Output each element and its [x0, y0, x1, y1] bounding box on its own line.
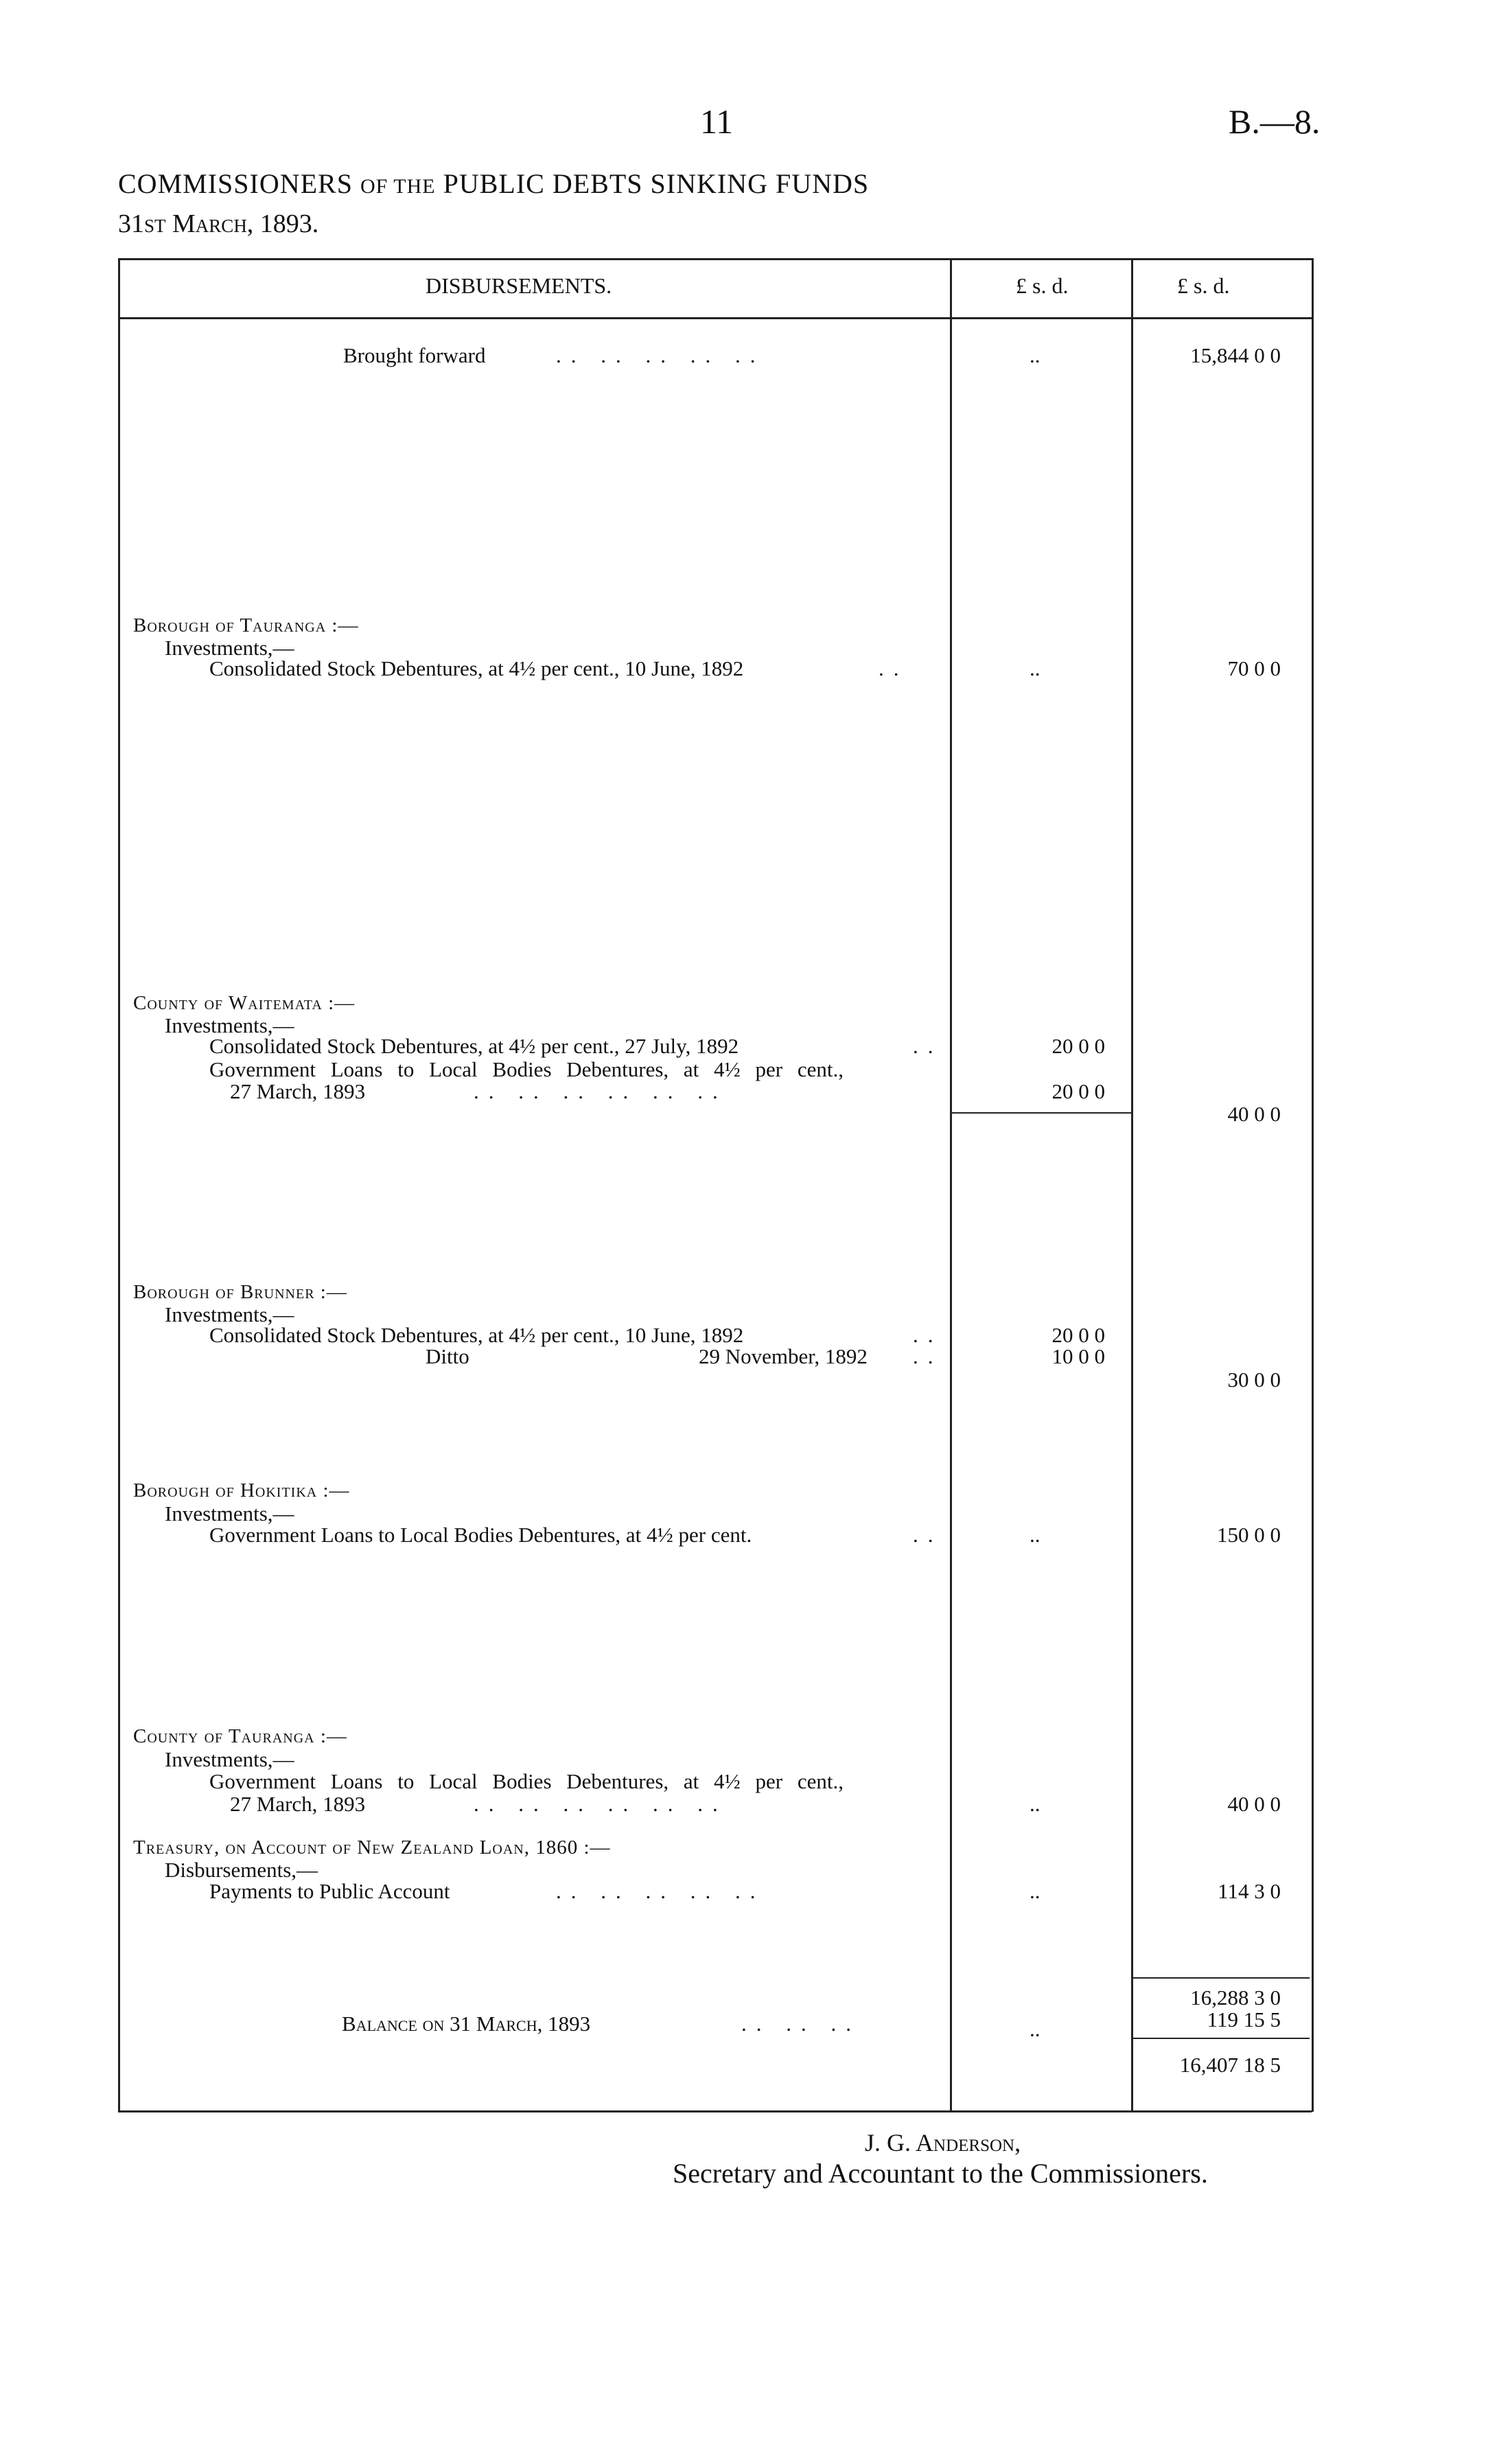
leader-dots: .. .. .. .. .. .. [474, 1079, 728, 1103]
disbursements-table [118, 258, 1314, 2112]
section-total: 30 0 0 [1227, 1368, 1281, 1392]
section-heading-county-waitemata: County of Waitemata :— [133, 992, 356, 1014]
title-part2: PUBLIC DEBTS SINKING FUNDS [443, 168, 870, 199]
title-of-the: OF THE [360, 175, 436, 198]
section-total: 40 0 0 [1227, 1102, 1281, 1126]
line-text: Government Loans to Local Bodies Debentures, at 4½ per cent., [209, 1769, 844, 1793]
section-heading-borough-hokitika: Borough of Hokitika :— [133, 1479, 350, 1501]
line-col1: .. [1030, 656, 1041, 680]
brought-forward-col1: .. [1030, 343, 1041, 367]
col2-header: £ s. d. [1177, 273, 1230, 298]
leader-dots: .. [913, 1034, 943, 1058]
leader-dots: .. [913, 1323, 943, 1347]
grand-total: 16,407 18 5 [1179, 2053, 1281, 2077]
section-sub: Investments,— [165, 1501, 294, 1525]
brought-forward-label: Brought forward [343, 343, 486, 367]
balance-label: Balance on 31 March, 1893 [342, 2012, 591, 2036]
signatory-name: J. G. Anderson, [865, 2129, 1021, 2156]
grand-total-rule [1133, 2038, 1310, 2039]
section-heading-county-tauranga: County of Tauranga :— [133, 1725, 347, 1747]
section-heading-treasury: Treasury, on Account of New Zealand Loan, 1860 :— [133, 1837, 611, 1858]
subtotal: 16,288 3 0 [1190, 1985, 1281, 2010]
line-col1: 20 0 0 [1051, 1323, 1105, 1347]
col1-header: £ s. d. [1016, 273, 1069, 298]
leader-dots: .. .. .. .. .. [556, 1879, 765, 1903]
signatory-title: Secretary and Accountant to the Commissioners. [673, 2158, 1208, 2189]
total-rule [1133, 1977, 1310, 1979]
line-text: Government Loans to Local Bodies Debentures, at 4½ per cent. [209, 1523, 752, 1547]
leader-dots: .. .. .. .. .. .. [474, 1792, 728, 1816]
page-number: 11 [700, 102, 734, 141]
section-sub: Investments,— [165, 1013, 294, 1037]
line-col2: 114 3 0 [1218, 1879, 1281, 1903]
leader-dots: .. [879, 656, 909, 680]
line-text: Consolidated Stock Debentures, at 4½ per cent., 27 July, 1892 [209, 1034, 739, 1058]
line-col1: 20 0 0 [1051, 1034, 1105, 1058]
title-part1: COMMISSIONERS [118, 168, 353, 199]
line-col1: 10 0 0 [1051, 1344, 1105, 1368]
line-col1: .. [1030, 1523, 1041, 1547]
line-text: Consolidated Stock Debentures, at 4½ per cent., 10 June, 1892 [209, 656, 744, 680]
balance-col2: 119 15 5 [1207, 2007, 1281, 2031]
disbursements-header: DISBURSEMENTS. [426, 273, 612, 298]
line-text: Consolidated Stock Debentures, at 4½ per cent., 10 June, 1892 [209, 1323, 744, 1347]
section-sub: Investments,— [165, 636, 294, 660]
page-date: 31st March, 1893. [118, 209, 319, 238]
line-col1: .. [1030, 1879, 1041, 1903]
balance-col1: .. [1030, 2017, 1041, 2041]
leader-dots: .. .. .. .. .. [556, 343, 765, 367]
brought-forward-col2: 15,844 0 0 [1190, 343, 1281, 367]
line-text: Government Loans to Local Bodies Debentures, at 4½ per cent., [209, 1057, 844, 1081]
line-col2: 70 0 0 [1227, 656, 1281, 680]
section-heading-borough-tauranga: Borough of Tauranga :— [133, 614, 359, 636]
line-text: Payments to Public Account [209, 1879, 450, 1903]
column-divider-2 [1131, 258, 1133, 2112]
section-heading-borough-brunner: Borough of Brunner :— [133, 1281, 347, 1303]
leader-dots: .. .. .. [741, 2012, 861, 2036]
leader-dots: .. [913, 1344, 943, 1368]
section-sub: Disbursements,— [165, 1858, 318, 1882]
line-col1: 20 0 0 [1051, 1079, 1105, 1103]
line-text-continued: 27 March, 1893 [230, 1079, 366, 1103]
line-col1: .. [1030, 1792, 1041, 1816]
subtotal-rule [952, 1112, 1131, 1114]
page-title [118, 168, 869, 200]
line-date: 29 November, 1892 [699, 1344, 868, 1368]
section-sub: Investments,— [165, 1747, 294, 1771]
leader-dots: .. [913, 1523, 943, 1547]
line-text: Ditto [426, 1344, 469, 1368]
document-reference: B.—8. [1229, 102, 1321, 141]
line-col2: 150 0 0 [1217, 1523, 1281, 1547]
column-divider-1 [950, 258, 952, 2112]
line-text-continued: 27 March, 1893 [230, 1792, 366, 1816]
section-sub: Investments,— [165, 1302, 294, 1326]
line-col2: 40 0 0 [1227, 1792, 1281, 1816]
